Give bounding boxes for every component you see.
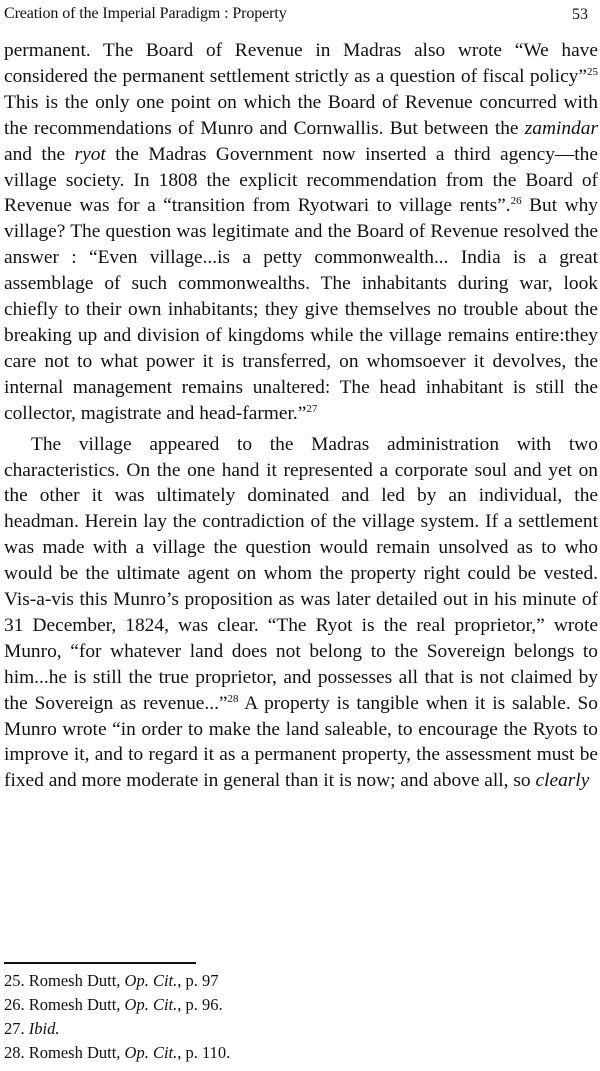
- footnote-ref-25: 25: [587, 65, 598, 78]
- paragraph-2-text-b: A property is tangible when it is salable. So Munro wrote “in order to make the land saleable, to encourage the Ryots to improve it, and to regard it as a permanent property, the assessment must be fixed and more moderate in general than it is now; and above all, so: [4, 692, 598, 792]
- paragraph-2: [4, 432, 598, 795]
- footnote-number: 27.: [4, 1019, 25, 1038]
- running-header: [4, 3, 596, 29]
- footnote-page: , p. 110.: [177, 1043, 231, 1062]
- footnote-28: [4, 1041, 596, 1065]
- footnote-work: Op. Cit.: [124, 971, 178, 990]
- footnote-page: , p. 96.: [177, 995, 223, 1014]
- footnote-25: [4, 969, 596, 993]
- paragraph-1-text-b: This is the only one point on which the Board of Revenue concurred with the recommendations of Munro and Cornwallis. But between the: [4, 91, 598, 139]
- footnote-work: Ibid.: [28, 1019, 60, 1038]
- page-number: 53: [572, 6, 588, 23]
- footnote-27: [4, 1017, 596, 1041]
- footnote-work: Op. Cit.: [124, 1043, 178, 1062]
- paragraph-1: [4, 38, 598, 427]
- footnote-ref-26: 26: [510, 195, 522, 208]
- running-title: Creation of the Imperial Paradigm : Property: [4, 5, 287, 22]
- footnote-ref-28: 28: [227, 692, 239, 705]
- footnote-number: 28.: [4, 1043, 25, 1062]
- paragraph-1-text-a: permanent. The Board of Revenue in Madras also wrote “We have considered the permanent settlement strictly as a question of fiscal policy”: [4, 40, 598, 87]
- footnote-divider: [4, 962, 196, 964]
- footnote-ref-27: 27: [306, 402, 318, 415]
- footnote-number: 26.: [4, 995, 25, 1014]
- term-zamindar: zamindar: [524, 117, 598, 139]
- footnote-author: Romesh Dutt,: [24, 1043, 125, 1062]
- footnote-author: Romesh Dutt,: [24, 971, 125, 990]
- paragraph-1-text-c: and the: [4, 143, 75, 165]
- footnote-number: 25.: [4, 971, 25, 990]
- word-clearly: clearly: [535, 770, 590, 792]
- body-text: [4, 38, 598, 794]
- footnote-work: Op. Cit.: [124, 995, 178, 1014]
- footnote-26: [4, 993, 596, 1017]
- footnote-author: Romesh Dutt,: [24, 995, 125, 1014]
- footnotes: [4, 969, 596, 1065]
- paragraph-2-text-a: The village appeared to the Madras administration with two characteristics. On the one hand it represented a corporate soul and yet on the other it was ultimately dominated and led by an individual, the headman. Herein lay the contradiction of the village system. If a settlement was made with a village the question would remain unsolved as to who would be the ultimate agent on whom the property right could be vested. Vis-a-vis this Munro’s proposition as was later detailed out in his minute of 31 December, 1824, was clear. “The Ryot is the real proprietor,” wrote Munro, “for whatever land does not belong to the Sovereign belongs to him...he is still the true proprietor, and possesses all that is not claimed by the Sovereign as revenue...”: [4, 433, 598, 714]
- paragraph-1-text-d: the Madras Government now inserted a third agency—the village society. In 1808 the explicit recommendation from the Board of Revenue was for a “transition from Ryotwari to village rents”.: [4, 143, 598, 217]
- footnote-page: , p. 97: [177, 971, 219, 990]
- paragraph-1-text-e: But why village? The question was legitimate and the Board of Revenue resolved the answer : “Even village...is a petty commonwealth... India is a great assemblage of such commonwealths. The inhabitants during war, look chiefly to their own inhabitants; they give themselves no trouble about the breaking up and division of kingdoms while the village remains entire:they care not to what power it is transferred, on whomsoever it devolves, the internal management remains unaltered: The head inhabitant is still the collector, magistrate and head-farmer.”: [4, 195, 598, 424]
- term-ryot: ryot: [74, 143, 106, 165]
